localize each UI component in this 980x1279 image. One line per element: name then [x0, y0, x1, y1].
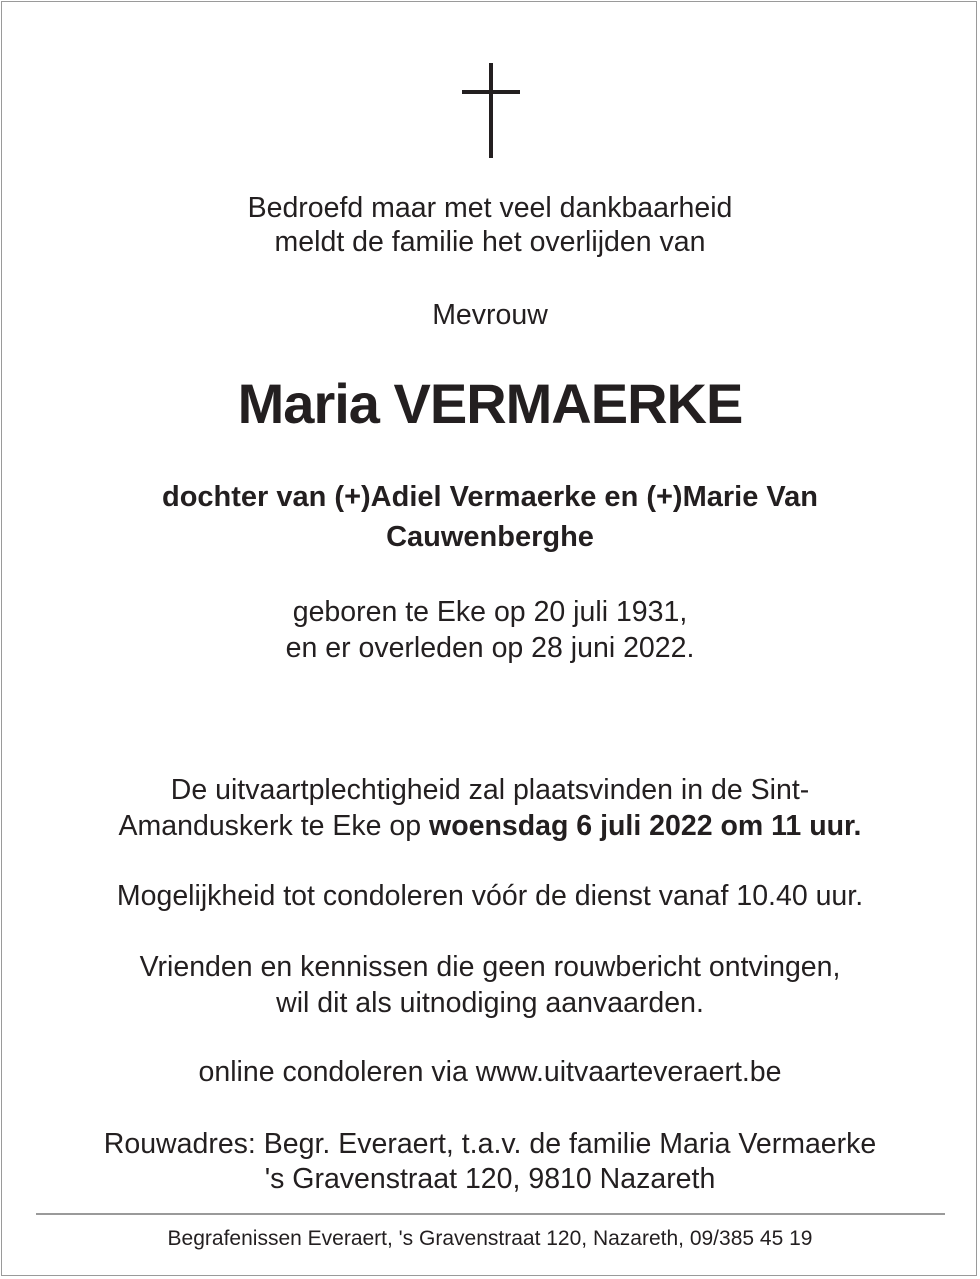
ceremony-line-2 [0, 809, 980, 843]
salutation: Mevrouw [432, 299, 548, 331]
parents-line-1: dochter van (+)Adiel Vermaerke en (+)Marie Van [162, 481, 818, 513]
address-line-1: Rouwadres: Begr. Everaert, t.a.v. de familie Maria Vermaerke [103, 1128, 877, 1160]
death-line: en er overleden op 28 juni 2022. [285, 632, 695, 664]
intro-line-2: meldt de familie het overlijden van [274, 226, 706, 258]
footer-divider [36, 1213, 945, 1215]
ceremony-line-1: De uitvaartplechtigheid zal plaatsvinden in de Sint- [170, 774, 810, 806]
ceremony-date-time: woensdag 6 juli 2022 om 11 uur. [429, 810, 862, 842]
parents-line-2: Cauwenberghe [386, 521, 594, 553]
deceased-name: Maria VERMAERKE [237, 372, 743, 435]
intro-line-1: Bedroefd maar met veel dankbaarheid [247, 192, 733, 224]
online-condolence: online condoleren via www.uitvaarteveraert.be [198, 1056, 782, 1088]
condolence-time: Mogelijkheid tot condoleren vóór de dienst vanaf 10.40 uur. [116, 880, 864, 912]
invitation-line-1: Vrienden en kennissen die geen rouwbericht ontvingen, [139, 951, 841, 983]
ceremony-location: Amanduskerk te Eke op [118, 810, 430, 842]
address-line-2: 's Gravenstraat 120, 9810 Nazareth [264, 1163, 716, 1195]
birth-line: geboren te Eke op 20 juli 1931, [292, 596, 688, 628]
cross-icon [462, 63, 520, 158]
invitation-line-2: wil dit als uitnodiging aanvaarden. [276, 987, 704, 1019]
funeral-home-footer: Begrafenissen Everaert, 's Gravenstraat 120, Nazareth, 09/385 45 19 [167, 1227, 813, 1250]
